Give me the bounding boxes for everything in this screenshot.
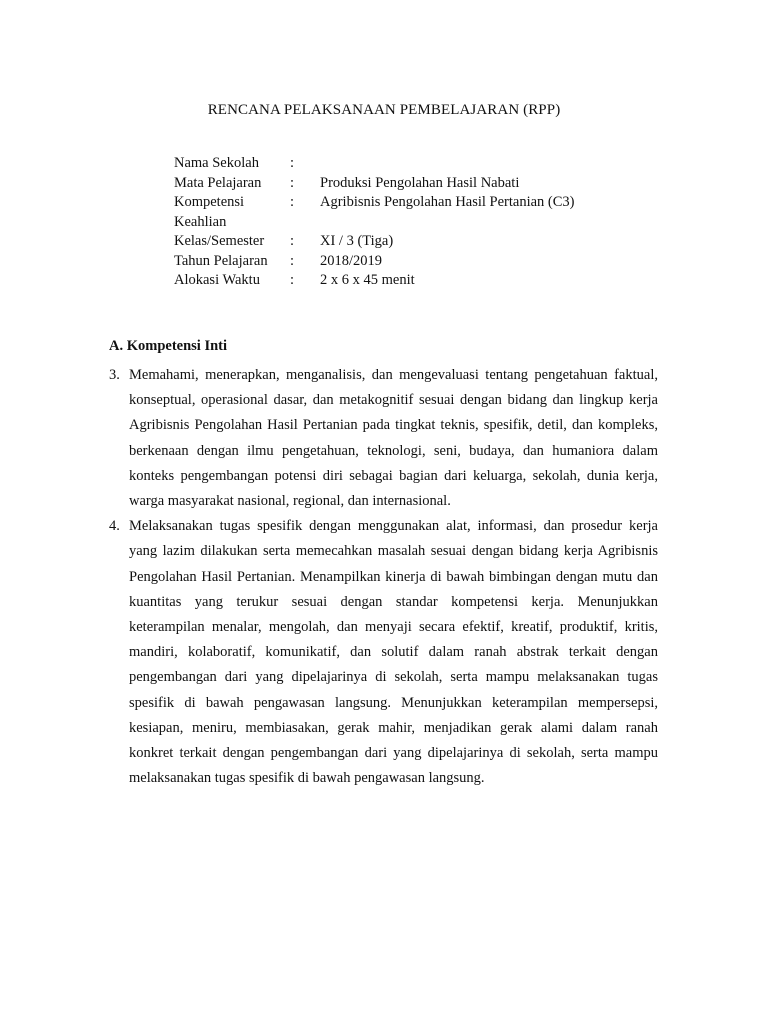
list-item: [109, 514, 658, 791]
info-label: Kompetensi Keahlian: [174, 194, 245, 230]
info-value: [320, 154, 634, 174]
document-title: RENCANA PELAKSANAAN PEMBELAJARAN (RPP): [207, 102, 561, 118]
list-item-text: Memahami, menerapkan, menganalisis, dan mengevaluasi tentang pengetahuan faktual, konseptual, operasional dasar, dan metakognitif sesuai dengan bidang dan lingkup kerja Agribisnis Pengolahan Hasil Pertanian pada tingkat teknis, spesifik, detil, dan kompleks, berkenaan dengan ilmu pengetahuan, teknologi, seni, budaya, dan humaniora dalam konteks pengembangan potensi diri sebagai bagian dari keluarga, sekolah, dunia kerja, warga masyarakat nasional, regional, dan internasional.: [129, 367, 658, 510]
info-row-kelas-semester: [174, 232, 634, 252]
info-label: Kelas/Semester: [174, 233, 265, 249]
info-value: 2 x 6 x 45 menit: [320, 272, 415, 288]
info-value: Agribisnis Pengolahan Hasil Pertanian (C3): [320, 194, 575, 210]
info-row-mata-pelajaran: [174, 174, 634, 194]
info-row-tahun-pelajaran: [174, 252, 634, 272]
list-item-number: 3.: [109, 367, 120, 383]
section-heading-kompetensi-inti: A. Kompetensi Inti: [109, 338, 228, 354]
kompetensi-inti-list: [109, 363, 658, 791]
info-colon: :: [290, 252, 295, 269]
info-colon: :: [290, 272, 295, 288]
info-label: Tahun Pelajaran: [174, 252, 268, 269]
info-label: Nama Sekolah: [174, 155, 259, 171]
list-item-number: 4.: [109, 518, 120, 535]
list-item: [109, 363, 658, 514]
info-colon: :: [290, 194, 295, 210]
info-value: XI / 3 (Tiga): [320, 233, 394, 249]
info-value: 2018/2019: [320, 252, 383, 269]
info-table: [174, 154, 634, 291]
list-item-text: Melaksanakan tugas spesifik dengan menggunakan alat, informasi, dan prosedur kerja yang lazim dilakukan serta memecahkan masalah sesuai dengan bidang kerja Agribisnis Pengolahan Hasil Pertanian. Menampilkan kinerja di bawah bimbingan dengan mutu dan kuantitas yang terukur sesuai dengan standar kompetensi kerja. Menunjukkan keterampilan menalar, mengolah, dan menyaji secara efektif, kreatif, produktif, kritis, mandiri, kolaboratif, komunikatif, dan solutif dalam ranah abstrak terkait dengan pengembangan dari yang dipelajarinya di sekolah, serta mampu melaksanakan tugas spesifik di bawah pengawasan langsung. Menunjukkan keterampilan mempersepsi, kesiapan, meniru, membiasakan, gerak mahir, menjadikan gerak alami dalam ranah konkret terkait dengan pengembangan dari yang dipelajarinya di sekolah, serta mampu melaksanakan tugas spesifik di bawah pengawasan langsung.: [129, 518, 658, 787]
info-colon: :: [290, 233, 295, 249]
info-label: Mata Pelajaran: [174, 174, 262, 191]
info-row-kompetensi-keahlian: [174, 193, 634, 232]
info-row-nama-sekolah: [174, 154, 634, 174]
info-value: Produksi Pengolahan Hasil Nabati: [320, 174, 520, 191]
info-row-alokasi-waktu: [174, 271, 634, 291]
info-label: Alokasi Waktu: [174, 272, 260, 288]
info-colon: :: [290, 174, 295, 191]
info-colon: :: [290, 155, 295, 171]
